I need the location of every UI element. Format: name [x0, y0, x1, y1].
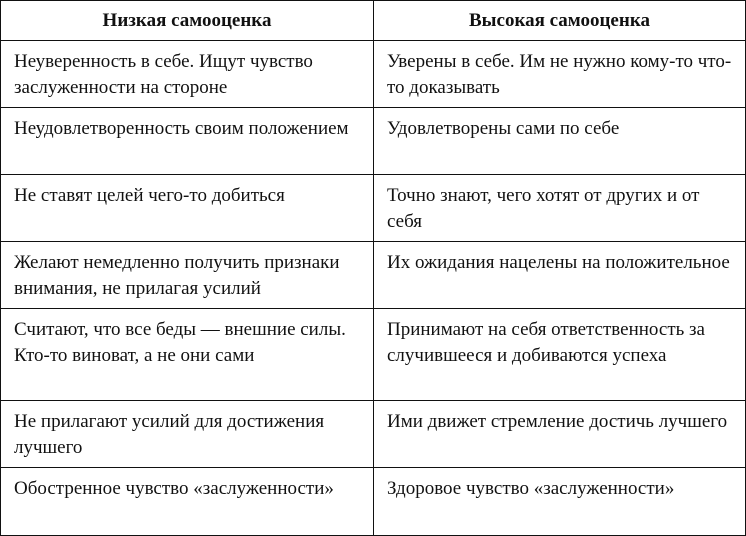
- cell-high: Принимают на себя ответственность за случившееся и добиваются успеха: [374, 309, 746, 401]
- cell-high: Удовлетворены сами по себе: [374, 108, 746, 175]
- cell-low: Неуверенность в себе. Ищут чувство заслуженности на стороне: [1, 41, 374, 108]
- cell-high: Уверены в себе. Им не нужно кому-то что-то доказывать: [374, 41, 746, 108]
- table-row: [1, 108, 746, 175]
- cell-low: Не ставят целей чего-то добиться: [1, 175, 374, 242]
- cell-high: Ими движет стремление достичь лучшего: [374, 401, 746, 468]
- cell-high: Точно знают, чего хотят от других и от себя: [374, 175, 746, 242]
- table-row: [1, 468, 746, 536]
- header-row: [1, 1, 746, 41]
- cell-high: Их ожидания нацелены на положительное: [374, 242, 746, 309]
- table-row: [1, 401, 746, 468]
- table-row: [1, 175, 746, 242]
- cell-low: Обостренное чувство «заслуженности»: [1, 468, 374, 536]
- cell-low: Неудовлетворенность своим положением: [1, 108, 374, 175]
- header-low-self-esteem: Низкая самооценка: [1, 1, 374, 41]
- header-high-self-esteem: Высокая самооценка: [374, 1, 746, 41]
- table-row: [1, 41, 746, 108]
- table-row: [1, 242, 746, 309]
- cell-high: Здоровое чувство «заслуженности»: [374, 468, 746, 536]
- cell-low: Желают немедленно получить признаки внимания, не прилагая усилий: [1, 242, 374, 309]
- cell-low: Считают, что все беды — внешние силы. Кто-то виноват, а не они сами: [1, 309, 374, 401]
- cell-low: Не прилагают усилий для достижения лучшего: [1, 401, 374, 468]
- table-row: [1, 309, 746, 401]
